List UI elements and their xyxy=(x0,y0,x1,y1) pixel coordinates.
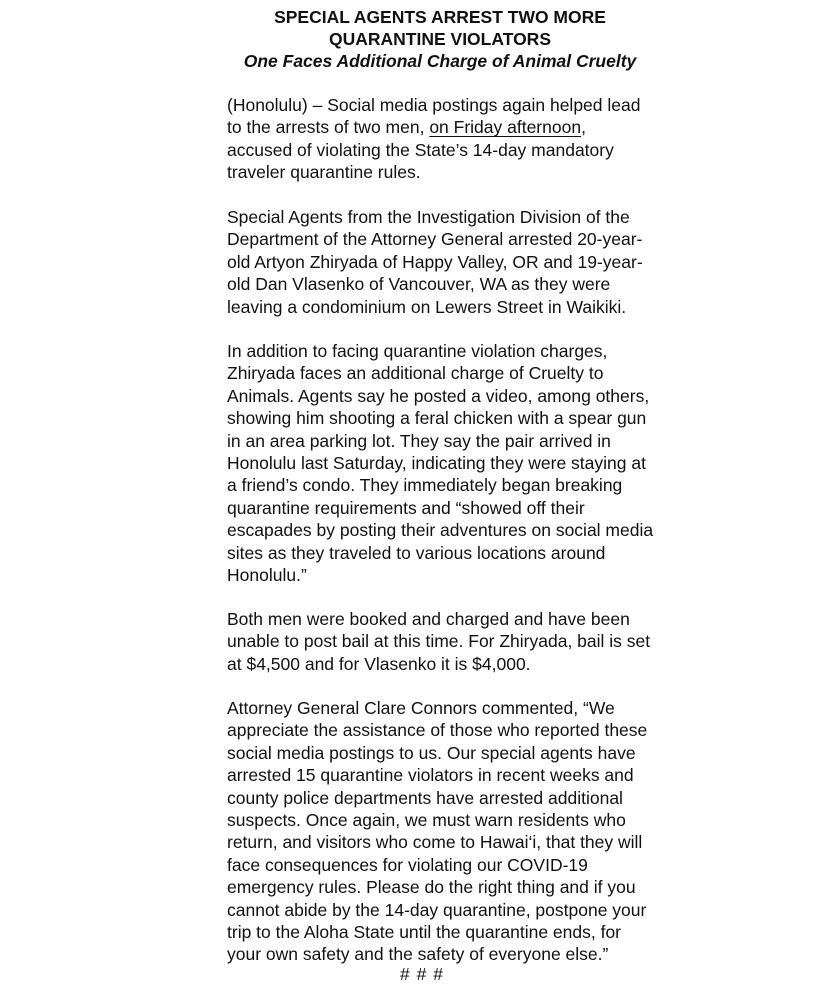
paragraph-line: in an area parking lot. They say the pair arrived in xyxy=(227,430,611,451)
paragraph-line: appreciate the assistance of those who reported these xyxy=(227,720,648,741)
paragraph-arrest-details xyxy=(227,206,667,318)
end-of-release-mark: # # # xyxy=(400,964,444,984)
paragraph-line: Honolulu.” xyxy=(227,565,307,586)
paragraph-attorney-general-quote xyxy=(227,697,667,966)
paragraph-line: Zhiryada faces an additional charge of Cruelty to xyxy=(227,363,604,384)
friday-afternoon-link[interactable]: on Friday afternoon xyxy=(429,117,582,138)
paragraph-line: traveler quarantine rules. xyxy=(227,162,421,183)
paragraph-line: Department of the Attorney General arrested 20-year- xyxy=(227,229,643,250)
paragraph-line: county police departments have arrested additional xyxy=(227,787,623,808)
headline-subtitle: One Faces Additional Charge of Animal Cruelty xyxy=(243,51,637,71)
paragraph-bail xyxy=(227,608,667,675)
paragraph-line: Attorney General Clare Connors commented, “We xyxy=(227,698,615,718)
paragraph-line: escapades by posting their adventures on social media xyxy=(227,520,654,541)
paragraph-line: return, and visitors who come to Hawai‘i, that they will xyxy=(227,832,643,853)
paragraph-line: Special Agents from the Investigation Division of the xyxy=(227,207,630,227)
paragraph-line: a friend’s condo. They immediately began breaking xyxy=(227,475,623,496)
paragraph-line: face consequences for violating our COVID-19 xyxy=(227,854,588,875)
paragraph-line: arrested 15 quarantine violators in recent weeks and xyxy=(227,765,634,786)
paragraph-intro xyxy=(227,94,667,184)
paragraph-line: at $4,500 and for Vlasenko it is $4,000. xyxy=(227,653,531,674)
paragraph-line: emergency rules. Please do the right thing and if you xyxy=(227,877,636,898)
paragraph-line: Animals. Agents say he posted a video, among others, xyxy=(227,385,650,406)
paragraph-text: , xyxy=(581,117,586,138)
paragraph-line: (Honolulu) – Social media postings again helped lead xyxy=(227,95,641,115)
headline-line-2: QUARANTINE VIOLATORS xyxy=(329,29,551,49)
paragraph-line: old Artyon Zhiryada of Happy Valley, OR and 19-year- xyxy=(227,251,643,272)
paragraph-line: showing him shooting a feral chicken with a spear gun xyxy=(227,408,647,429)
paragraph-line: quarantine requirements and “showed off their xyxy=(227,497,585,518)
paragraph-line: unable to post bail at this time. For Zhiryada, bail is set xyxy=(227,631,651,652)
paragraph-animal-cruelty xyxy=(227,340,667,586)
paragraph-line: suspects. Once again, we must warn residents who xyxy=(227,810,626,831)
paragraph-line xyxy=(227,116,667,138)
paragraph-line: Both men were booked and charged and have been xyxy=(227,609,630,629)
paragraph-line: accused of violating the State’s 14-day mandatory xyxy=(227,139,614,160)
paragraph-line: In addition to facing quarantine violation charges, xyxy=(227,341,608,361)
paragraph-line: sites as they traveled to various locations around xyxy=(227,542,606,563)
paragraph-line: social media postings to us. Our special agents have xyxy=(227,742,636,763)
paragraph-line: your own safety and the safety of everyone else.” xyxy=(227,944,609,965)
paragraph-line: cannot abide by the 14-day quarantine, postpone your xyxy=(227,899,647,920)
paragraph-line: old Dan Vlasenko of Vancouver, WA as they were xyxy=(227,274,611,295)
paragraph-line: trip to the Aloha State until the quarantine ends, for xyxy=(227,922,622,943)
paragraph-line: leaving a condominium on Lewers Street in Waikiki. xyxy=(227,296,627,317)
paragraph-line: Honolulu last Saturday, indicating they were staying at xyxy=(227,453,646,474)
paragraph-text: to the arrests of two men, xyxy=(227,117,430,138)
headline-line-1: SPECIAL AGENTS ARREST TWO MORE xyxy=(274,7,606,27)
